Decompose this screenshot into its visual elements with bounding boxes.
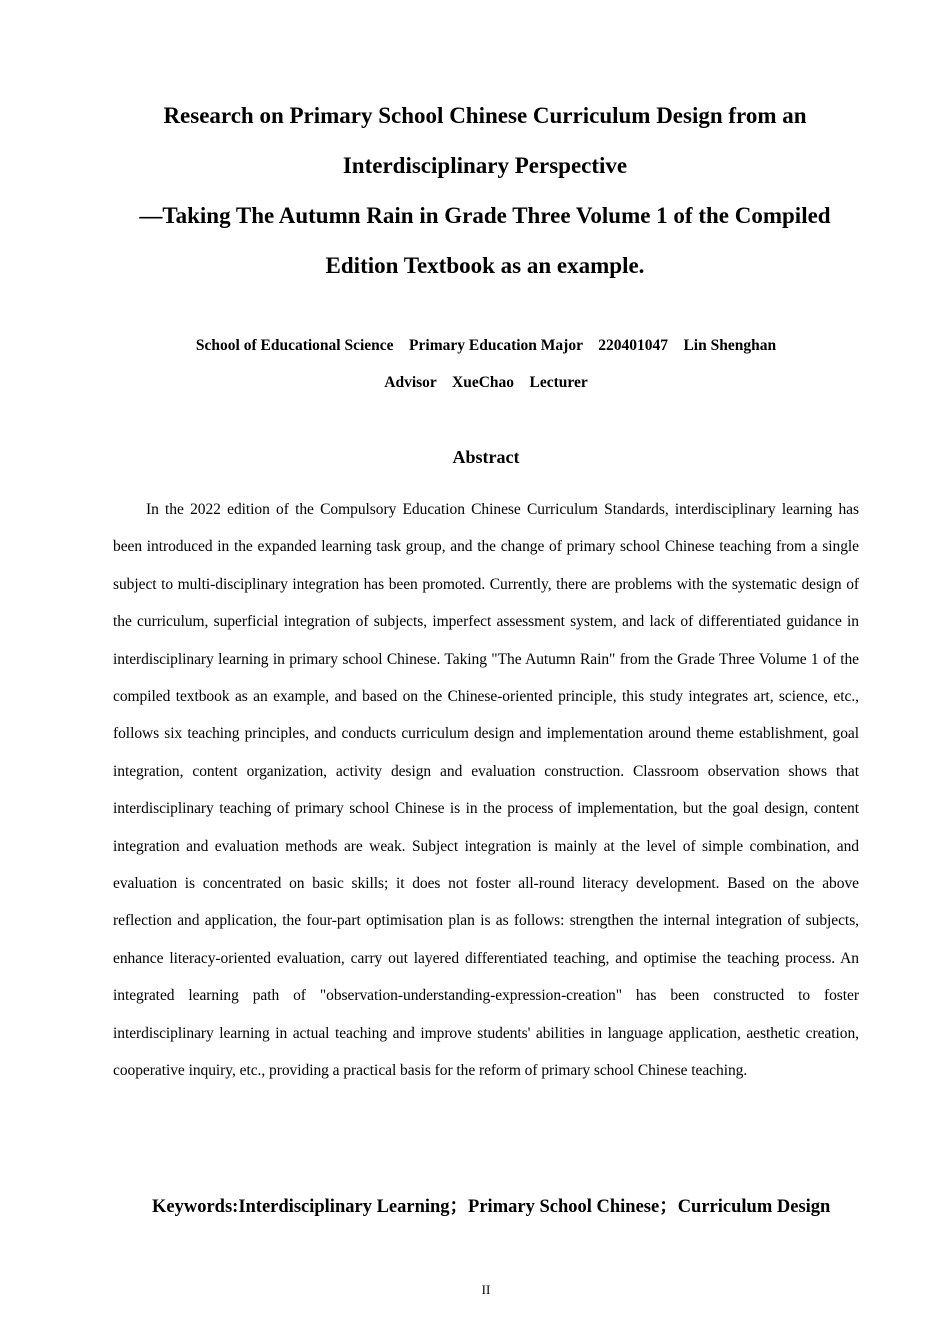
paper-title (100, 91, 870, 291)
abstract-heading: Abstract (452, 447, 520, 467)
keywords: Keywords:Interdisciplinary Learning；Primary School Chinese；Curriculum Design (152, 1197, 831, 1217)
advisor-info: Advisor XueChao Lecturer (384, 374, 588, 391)
title-line-2: Interdisciplinary Perspective (342, 153, 628, 178)
page-number: II (481, 1282, 491, 1297)
subtitle-line-1: —Taking The Autumn Rain in Grade Three Volume 1 of the Compiled (139, 203, 831, 228)
author-info: School of Educational Science Primary Education Major 220401047 Lin Shenghan (195, 337, 777, 354)
abstract-body: In the 2022 edition of the Compulsory Education Chinese Curriculum Standards, interdisciplinary learning has been introduced in the expanded learning task group, and the change of primary school Chinese teaching from a single subject to multi-disciplinary integration has been promoted. Currently, there are problems with the systematic design of the curriculum, superficial integration of subjects, imperfect assessment system, and lack of differentiated guidance in interdisciplinary learning in primary school Chinese. Taking "The Autumn Rain" from the Grade Three Volume 1 of the compiled textbook as an example, and based on the Chinese-oriented principle, this study integrates art, science, etc., follows six teaching principles, and conducts curriculum design and implementation around theme establishment, goal integration, content organization, activity design and evaluation construction. Classroom observation shows that interdisciplinary teaching of primary school Chinese is in the process of implementation, but the goal design, content integration and evaluation methods are weak. Subject integration is mainly at the level of simple combination, and evaluation is concentrated on basic skills; it does not foster all-round literacy development. Based on the above reflection and application, the four-part optimisation plan is as follows: strengthen the internal integration of subjects, enhance literacy-oriented evaluation, carry out layered differentiated teaching, and optimise the teaching process. An integrated learning path of "observation-understanding-expression-creation" has been constructed to foster interdisciplinary learning in actual teaching and improve students' abilities in language application, aesthetic creation, cooperative inquiry, etc., providing a practical basis for the reform of primary school Chinese teaching. (113, 501, 859, 1080)
title-line-1: Research on Primary School Chinese Curriculum Design from an (163, 103, 807, 128)
subtitle-line-2: Edition Textbook as an example. (325, 253, 645, 278)
